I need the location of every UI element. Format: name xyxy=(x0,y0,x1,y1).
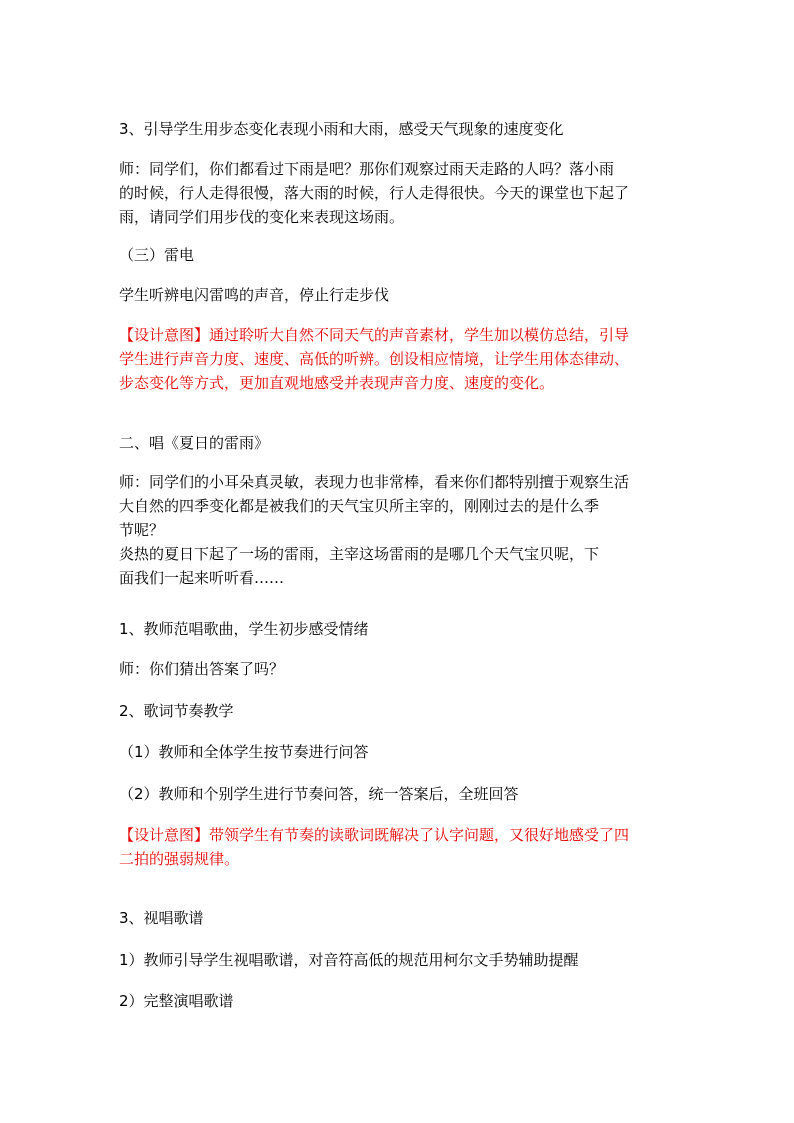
paragraph-line: 师：同学们的小耳朵真灵敏，表现力也非常棒，看来你们都特别擅于观察生活 xyxy=(119,473,630,491)
step-heading: 3、视唱歌谱 xyxy=(119,909,204,927)
step-heading: 1、教师范唱歌曲，学生初步感受情绪 xyxy=(119,620,369,638)
design-intent-line: 步态变化等方式，更加直观地感受并表现声音力度、速度的变化。 xyxy=(119,374,555,392)
design-intent-line: 【设计意图】通过聆听大自然不同天气的声音素材，学生加以模仿总结，引导 xyxy=(119,326,630,344)
section-heading-rain-steps: 3、引导学生用步态变化表现小雨和大雨，感受天气现象的速度变化 xyxy=(119,120,564,138)
section-heading-sing: 二、唱《夏日的雷雨》 xyxy=(119,434,270,452)
paragraph-line: 学生听辨电闪雷鸣的声音，停止行走步伐 xyxy=(119,286,390,304)
paragraph-line: 师：同学们，你们都看过下雨是吧？那你们观察过雨天走路的人吗？落小雨 xyxy=(119,160,615,178)
paragraph-line: 炎热的夏日下起了一场的雷雨，主宰这场雷雨的是哪几个天气宝贝呢，下 xyxy=(119,545,600,563)
design-intent-line: 学生进行声音力度、速度、高低的听辨。创设相应情境，让学生用体态律动、 xyxy=(119,350,630,368)
list-item: （2）教师和个别学生进行节奏问答，统一答案后，全班回答 xyxy=(119,785,519,803)
design-intent-line: 【设计意图】带领学生有节奏的读歌词既解决了认字问题，又很好地感受了四 xyxy=(119,826,630,844)
paragraph-line: 面我们一起来听听看…… xyxy=(119,569,285,587)
paragraph-line: 大自然的四季变化都是被我们的天气宝贝所主宰的，刚刚过去的是什么季 xyxy=(119,497,600,515)
paragraph-line: 师：你们猜出答案了吗？ xyxy=(119,660,285,678)
section-heading-thunder: （三）雷电 xyxy=(119,246,195,264)
step-heading: 2、歌词节奏教学 xyxy=(119,702,234,720)
list-item: （1）教师和全体学生按节奏进行问答 xyxy=(119,743,369,761)
paragraph-line: 雨，请同学们用步伐的变化来表现这场雨。 xyxy=(119,208,405,226)
paragraph-line: 的时候，行人走得很慢，落大雨的时候，行人走得很快。今天的课堂也下起了 xyxy=(119,184,630,202)
paragraph-line: 节呢？ xyxy=(119,521,165,539)
list-item: 1）教师引导学生视唱歌谱，对音符高低的规范用柯尔文手势辅助提醒 xyxy=(119,951,579,969)
design-intent-line: 二拍的强弱规律。 xyxy=(119,850,240,868)
list-item: 2）完整演唱歌谱 xyxy=(119,992,234,1010)
